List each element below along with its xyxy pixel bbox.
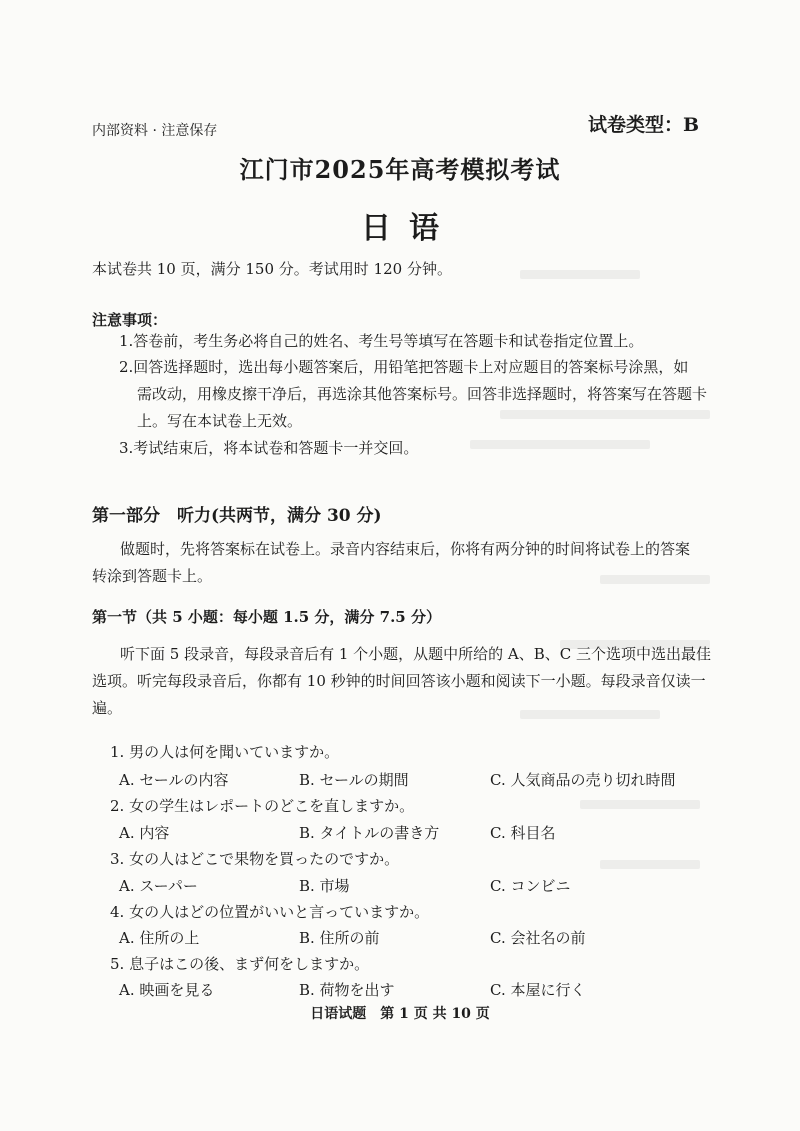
part1-heading: 第一部分 听力(共两节，满分 30 分) <box>92 506 382 526</box>
question-2-option-c: C. 科目名 <box>490 824 556 842</box>
note-item: 3.考试结束后，将本试卷和答题卡一并交回。 <box>119 439 419 457</box>
question-1: 1. 男の人は何を聞いていますか。 <box>110 743 340 761</box>
question-2-option-b: B. タイトルの書き方 <box>299 824 440 842</box>
question-2-option-a: A. 内容 <box>119 824 170 842</box>
question-3-option-b: B. 市場 <box>299 877 350 895</box>
bleed-mark <box>470 440 650 449</box>
page-footer: 日语试题 第 1 页 共 10 页 <box>310 1006 490 1022</box>
bleed-mark <box>520 710 660 719</box>
part1-instruction: 转涂到答题卡上。 <box>92 567 213 585</box>
section1-instruction: 听下面 5 段录音，每段录音后有 1 个小题，从题中所给的 A、B、C 三个选项中选出最佳 <box>120 645 712 663</box>
exam-intro: 本试卷共 10 页，满分 150 分。考试用时 120 分钟。 <box>92 260 452 278</box>
section1-instruction: 选项。听完每段录音后，你都有 10 秒钟的时间回答该小题和阅读下一小题。每段录音仅读一 <box>92 672 706 690</box>
bleed-mark <box>600 860 700 869</box>
section1-instruction: 遍。 <box>92 699 123 717</box>
question-4-option-c: C. 会社名の前 <box>490 929 586 947</box>
note-item-continued: 上。写在本试卷上无效。 <box>137 412 303 430</box>
question-4: 4. 女の人はどの位置がいいと言っていますか。 <box>110 903 430 921</box>
note-item: 1.答卷前，考生务必将自己的姓名、考生号等填写在答题卡和试卷指定位置上。 <box>119 332 644 350</box>
question-5-option-a: A. 映画を見る <box>119 981 215 999</box>
question-2: 2. 女の学生はレポートのどこを直しますか。 <box>110 797 415 815</box>
question-5-option-c: C. 本屋に行く <box>490 981 586 999</box>
confidential-label: 内部资料 · 注意保存 <box>92 123 218 139</box>
question-1-option-b: B. セールの期間 <box>299 771 409 789</box>
bleed-mark <box>580 800 700 809</box>
question-1-option-a: A. セールの内容 <box>119 771 229 789</box>
notes-heading: 注意事项： <box>92 311 168 329</box>
question-3-option-c: C. コンビニ <box>490 877 571 895</box>
section1-heading: 第一节（共 5 小题：每小题 1.5 分，满分 7.5 分） <box>92 608 441 626</box>
bleed-mark <box>500 410 710 419</box>
question-4-option-b: B. 住所の前 <box>299 929 380 947</box>
subject-title: 日语 <box>361 211 457 246</box>
exam-title: 江门市2025年高考模拟考试 <box>239 155 561 184</box>
note-item-continued: 需改动，用橡皮擦干净后，再选涂其他答案标号。回答非选择题时，将答案写在答题卡 <box>137 385 708 403</box>
paper-type-label: 试卷类型：B <box>588 114 700 136</box>
question-5: 5. 息子はこの後、まず何をしますか。 <box>110 955 370 973</box>
question-3-option-a: A. スーパー <box>119 877 198 895</box>
question-4-option-a: A. 住所の上 <box>119 929 200 947</box>
question-1-option-c: C. 人気商品の売り切れ時間 <box>490 771 676 789</box>
question-3: 3. 女の人はどこで果物を買ったのですか。 <box>110 850 400 868</box>
part1-instruction: 做题时，先将答案标在试卷上。录音内容结束后，你将有两分钟的时间将试卷上的答案 <box>120 540 691 558</box>
note-item: 2.回答选择题时，选出每小题答案后，用铅笔把答题卡上对应题目的答案标号涂黑，如 <box>119 358 689 376</box>
bleed-mark <box>520 270 640 279</box>
question-5-option-b: B. 荷物を出す <box>299 981 395 999</box>
bleed-mark <box>600 575 710 584</box>
